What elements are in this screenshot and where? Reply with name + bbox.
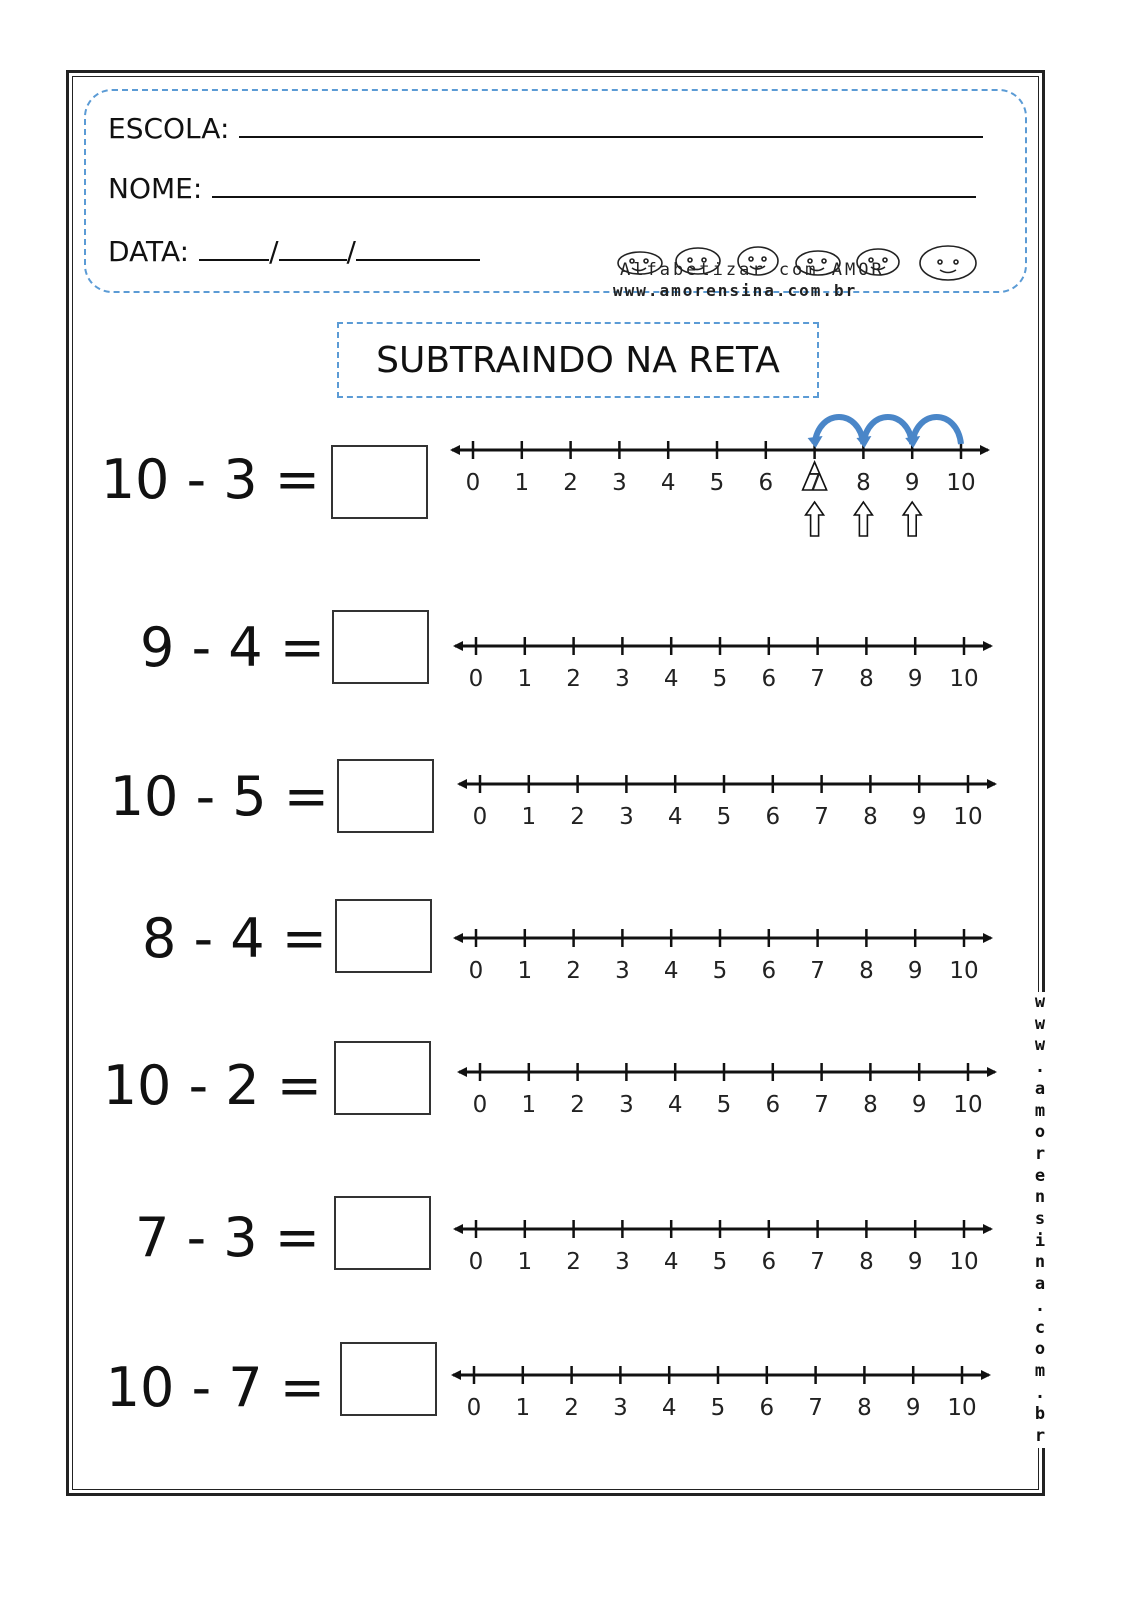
- tick-label: 6: [761, 1249, 777, 1275]
- tick-label: 3: [615, 958, 630, 984]
- tick-label: 10: [947, 1395, 977, 1421]
- side-url-char: n: [1034, 1252, 1046, 1273]
- tick-label: 5: [709, 470, 725, 496]
- side-url-char: s: [1034, 1209, 1046, 1230]
- tick-label: 6: [758, 470, 774, 496]
- answer-box[interactable]: [335, 899, 432, 973]
- tick-label: 9: [905, 1395, 921, 1421]
- tick-label: 9: [907, 958, 923, 984]
- tick-label: 9: [907, 666, 923, 692]
- exercise-row: [0, 897, 1131, 997]
- side-url-char: w: [1034, 1013, 1046, 1034]
- tick-label: 1: [521, 804, 537, 830]
- equation-text: 7 - 3 =: [135, 1206, 320, 1269]
- tick-label: 7: [814, 804, 829, 830]
- up-arrow-icon: [903, 502, 921, 536]
- answer-box[interactable]: [334, 1041, 431, 1115]
- side-url-char: m: [1034, 1100, 1046, 1121]
- side-url-char: w: [1034, 992, 1046, 1012]
- tick-label: 1: [515, 1395, 531, 1421]
- tick-label: 10: [953, 804, 983, 830]
- equation-text: 10 - 5 =: [109, 765, 329, 828]
- tick-label: 9: [904, 470, 920, 496]
- side-url-char: o: [1034, 1122, 1046, 1143]
- up-arrow-icon: [806, 502, 824, 536]
- tick-label: 5: [712, 1249, 728, 1275]
- answer-box[interactable]: [340, 1342, 437, 1416]
- answer-box[interactable]: [331, 445, 428, 519]
- tick-label: 10: [953, 1092, 983, 1118]
- tick-label: 5: [716, 1092, 732, 1118]
- side-url: [1033, 992, 1047, 1448]
- left-arrow-icon: [453, 1224, 463, 1234]
- escola-field[interactable]: [108, 112, 983, 145]
- logo-caption: Alfabetizar com AMOR: [620, 260, 885, 280]
- tick-label: 3: [613, 1395, 628, 1421]
- exercise-row: [0, 608, 1131, 708]
- tick-label: 0: [472, 804, 488, 830]
- tick-label: 2: [566, 666, 581, 692]
- tick-label: 9: [911, 804, 927, 830]
- right-arrow-icon: [983, 1224, 993, 1234]
- tick-label: 5: [712, 958, 728, 984]
- tick-label: 7: [814, 1092, 829, 1118]
- right-arrow-icon: [983, 641, 993, 651]
- hop-arc: [912, 417, 961, 444]
- number-line: [449, 1365, 1009, 1455]
- tick-label: 0: [465, 470, 481, 496]
- tick-label: 6: [761, 666, 777, 692]
- side-url-char: r: [1034, 1143, 1046, 1164]
- tick-label: 3: [612, 470, 627, 496]
- tick-label: 0: [472, 1092, 488, 1118]
- tick-label: 9: [911, 1092, 927, 1118]
- side-url-char: r: [1034, 1426, 1046, 1447]
- tick-label: 7: [810, 666, 825, 692]
- data-field[interactable]: [108, 235, 480, 268]
- side-url-char: c: [1034, 1317, 1046, 1338]
- number-line: [451, 1219, 1011, 1309]
- hop-arrowhead-icon: [808, 436, 823, 448]
- tick-label: 3: [615, 666, 630, 692]
- tick-label: 0: [468, 958, 484, 984]
- tick-label: 1: [514, 470, 530, 496]
- logo-url: www.amorensina.com.br: [613, 281, 858, 300]
- nome-line[interactable]: [212, 174, 976, 198]
- title-text: SUBTRAINDO NA RETA: [376, 339, 780, 381]
- tick-label: 10: [949, 958, 979, 984]
- equation-text: 9 - 4 =: [140, 616, 325, 679]
- tick-label: 4: [663, 958, 679, 984]
- tick-label: 8: [856, 470, 871, 496]
- side-url-char: n: [1034, 1187, 1046, 1208]
- tick-label: 7: [810, 1249, 825, 1275]
- tick-label: 5: [712, 666, 728, 692]
- side-url-char: .: [1034, 1295, 1046, 1316]
- tick-label: 2: [566, 958, 581, 984]
- tick-label: 8: [859, 1249, 874, 1275]
- tick-label: 1: [517, 1249, 533, 1275]
- data-day-line[interactable]: [199, 237, 269, 261]
- tick-label: 6: [765, 1092, 781, 1118]
- hop-arc: [815, 417, 864, 444]
- number-line: [455, 774, 1015, 864]
- nome-field[interactable]: [108, 172, 976, 205]
- tick-label: 0: [468, 1249, 484, 1275]
- left-arrow-icon: [457, 779, 467, 789]
- right-arrow-icon: [987, 1067, 997, 1077]
- tick-label: 3: [619, 804, 634, 830]
- tick-label: 2: [563, 470, 578, 496]
- tick-label: 4: [661, 1395, 677, 1421]
- data-month-line[interactable]: [279, 237, 347, 261]
- tick-label: 4: [663, 1249, 679, 1275]
- left-arrow-icon: [453, 641, 463, 651]
- exercise-row: [0, 757, 1131, 857]
- escola-line[interactable]: [239, 114, 983, 138]
- exercise-row: [0, 440, 1131, 540]
- data-label: DATA:: [108, 235, 190, 268]
- right-arrow-icon: [983, 933, 993, 943]
- side-url-char: m: [1034, 1360, 1046, 1381]
- answer-box[interactable]: [332, 610, 429, 684]
- tick-label: 4: [667, 1092, 683, 1118]
- tick-label: 1: [517, 958, 533, 984]
- side-url-char: .: [1034, 1382, 1046, 1403]
- number-line: [448, 400, 1008, 570]
- exercise-row: [0, 1040, 1131, 1140]
- up-arrow-icon: [854, 502, 872, 536]
- side-url-char: w: [1034, 1035, 1046, 1056]
- equation-text: 8 - 4 =: [142, 907, 327, 970]
- right-arrow-icon: [981, 1370, 991, 1380]
- tick-label: 8: [859, 958, 874, 984]
- side-url-char: b: [1034, 1404, 1046, 1425]
- tick-label: 2: [570, 1092, 585, 1118]
- exercise-row: [0, 1196, 1131, 1296]
- equation-text: 10 - 7 =: [105, 1356, 325, 1419]
- answer-box[interactable]: [337, 759, 434, 833]
- tick-label: 5: [710, 1395, 726, 1421]
- nome-label: NOME:: [108, 172, 203, 205]
- tick-label: 8: [863, 1092, 878, 1118]
- tick-label: 8: [857, 1395, 872, 1421]
- answer-box[interactable]: [334, 1196, 431, 1270]
- side-url-char: a: [1034, 1078, 1046, 1099]
- tick-label: 3: [619, 1092, 634, 1118]
- left-arrow-icon: [451, 1370, 461, 1380]
- side-url-char: e: [1034, 1165, 1046, 1186]
- side-url-char: .: [1034, 1057, 1046, 1078]
- tick-label: 7: [808, 1395, 823, 1421]
- tick-label: 4: [660, 470, 676, 496]
- number-line: [451, 636, 1011, 726]
- tick-label: 0: [468, 666, 484, 692]
- right-arrow-icon: [980, 445, 990, 455]
- tick-label: 6: [765, 804, 781, 830]
- right-arrow-icon: [987, 779, 997, 789]
- tick-label: 2: [566, 1249, 581, 1275]
- hop-arc: [863, 417, 912, 444]
- number-line: [451, 928, 1011, 1018]
- tick-label: 4: [663, 666, 679, 692]
- side-url-char: i: [1034, 1230, 1046, 1251]
- left-arrow-icon: [453, 933, 463, 943]
- tick-label: 6: [759, 1395, 775, 1421]
- left-arrow-icon: [450, 445, 460, 455]
- data-year-line[interactable]: [356, 237, 480, 261]
- left-arrow-icon: [457, 1067, 467, 1077]
- tick-label: 10: [949, 1249, 979, 1275]
- number-line: [455, 1062, 1015, 1152]
- equation-text: 10 - 3 =: [100, 448, 320, 511]
- tick-label: 1: [521, 1092, 537, 1118]
- tick-label: 6: [761, 958, 777, 984]
- equation-text: 10 - 2 =: [102, 1054, 322, 1117]
- tick-label: 0: [466, 1395, 482, 1421]
- worksheet-title: [337, 322, 819, 398]
- exercise-row: [0, 1342, 1131, 1442]
- date-separator: /: [269, 235, 279, 268]
- side-url-char: a: [1034, 1274, 1046, 1295]
- tick-label: 10: [946, 470, 976, 496]
- tick-label: 7: [807, 470, 822, 496]
- tick-label: 9: [907, 1249, 923, 1275]
- tick-label: 2: [570, 804, 585, 830]
- escola-label: ESCOLA:: [108, 112, 230, 145]
- date-separator: /: [346, 235, 356, 268]
- tick-label: 8: [859, 666, 874, 692]
- tick-label: 1: [517, 666, 533, 692]
- tick-label: 4: [667, 804, 683, 830]
- tick-label: 10: [949, 666, 979, 692]
- tick-label: 2: [564, 1395, 579, 1421]
- side-url-char: o: [1034, 1339, 1046, 1360]
- tick-label: 7: [810, 958, 825, 984]
- tick-label: 3: [615, 1249, 630, 1275]
- tick-label: 8: [863, 804, 878, 830]
- tick-label: 5: [716, 804, 732, 830]
